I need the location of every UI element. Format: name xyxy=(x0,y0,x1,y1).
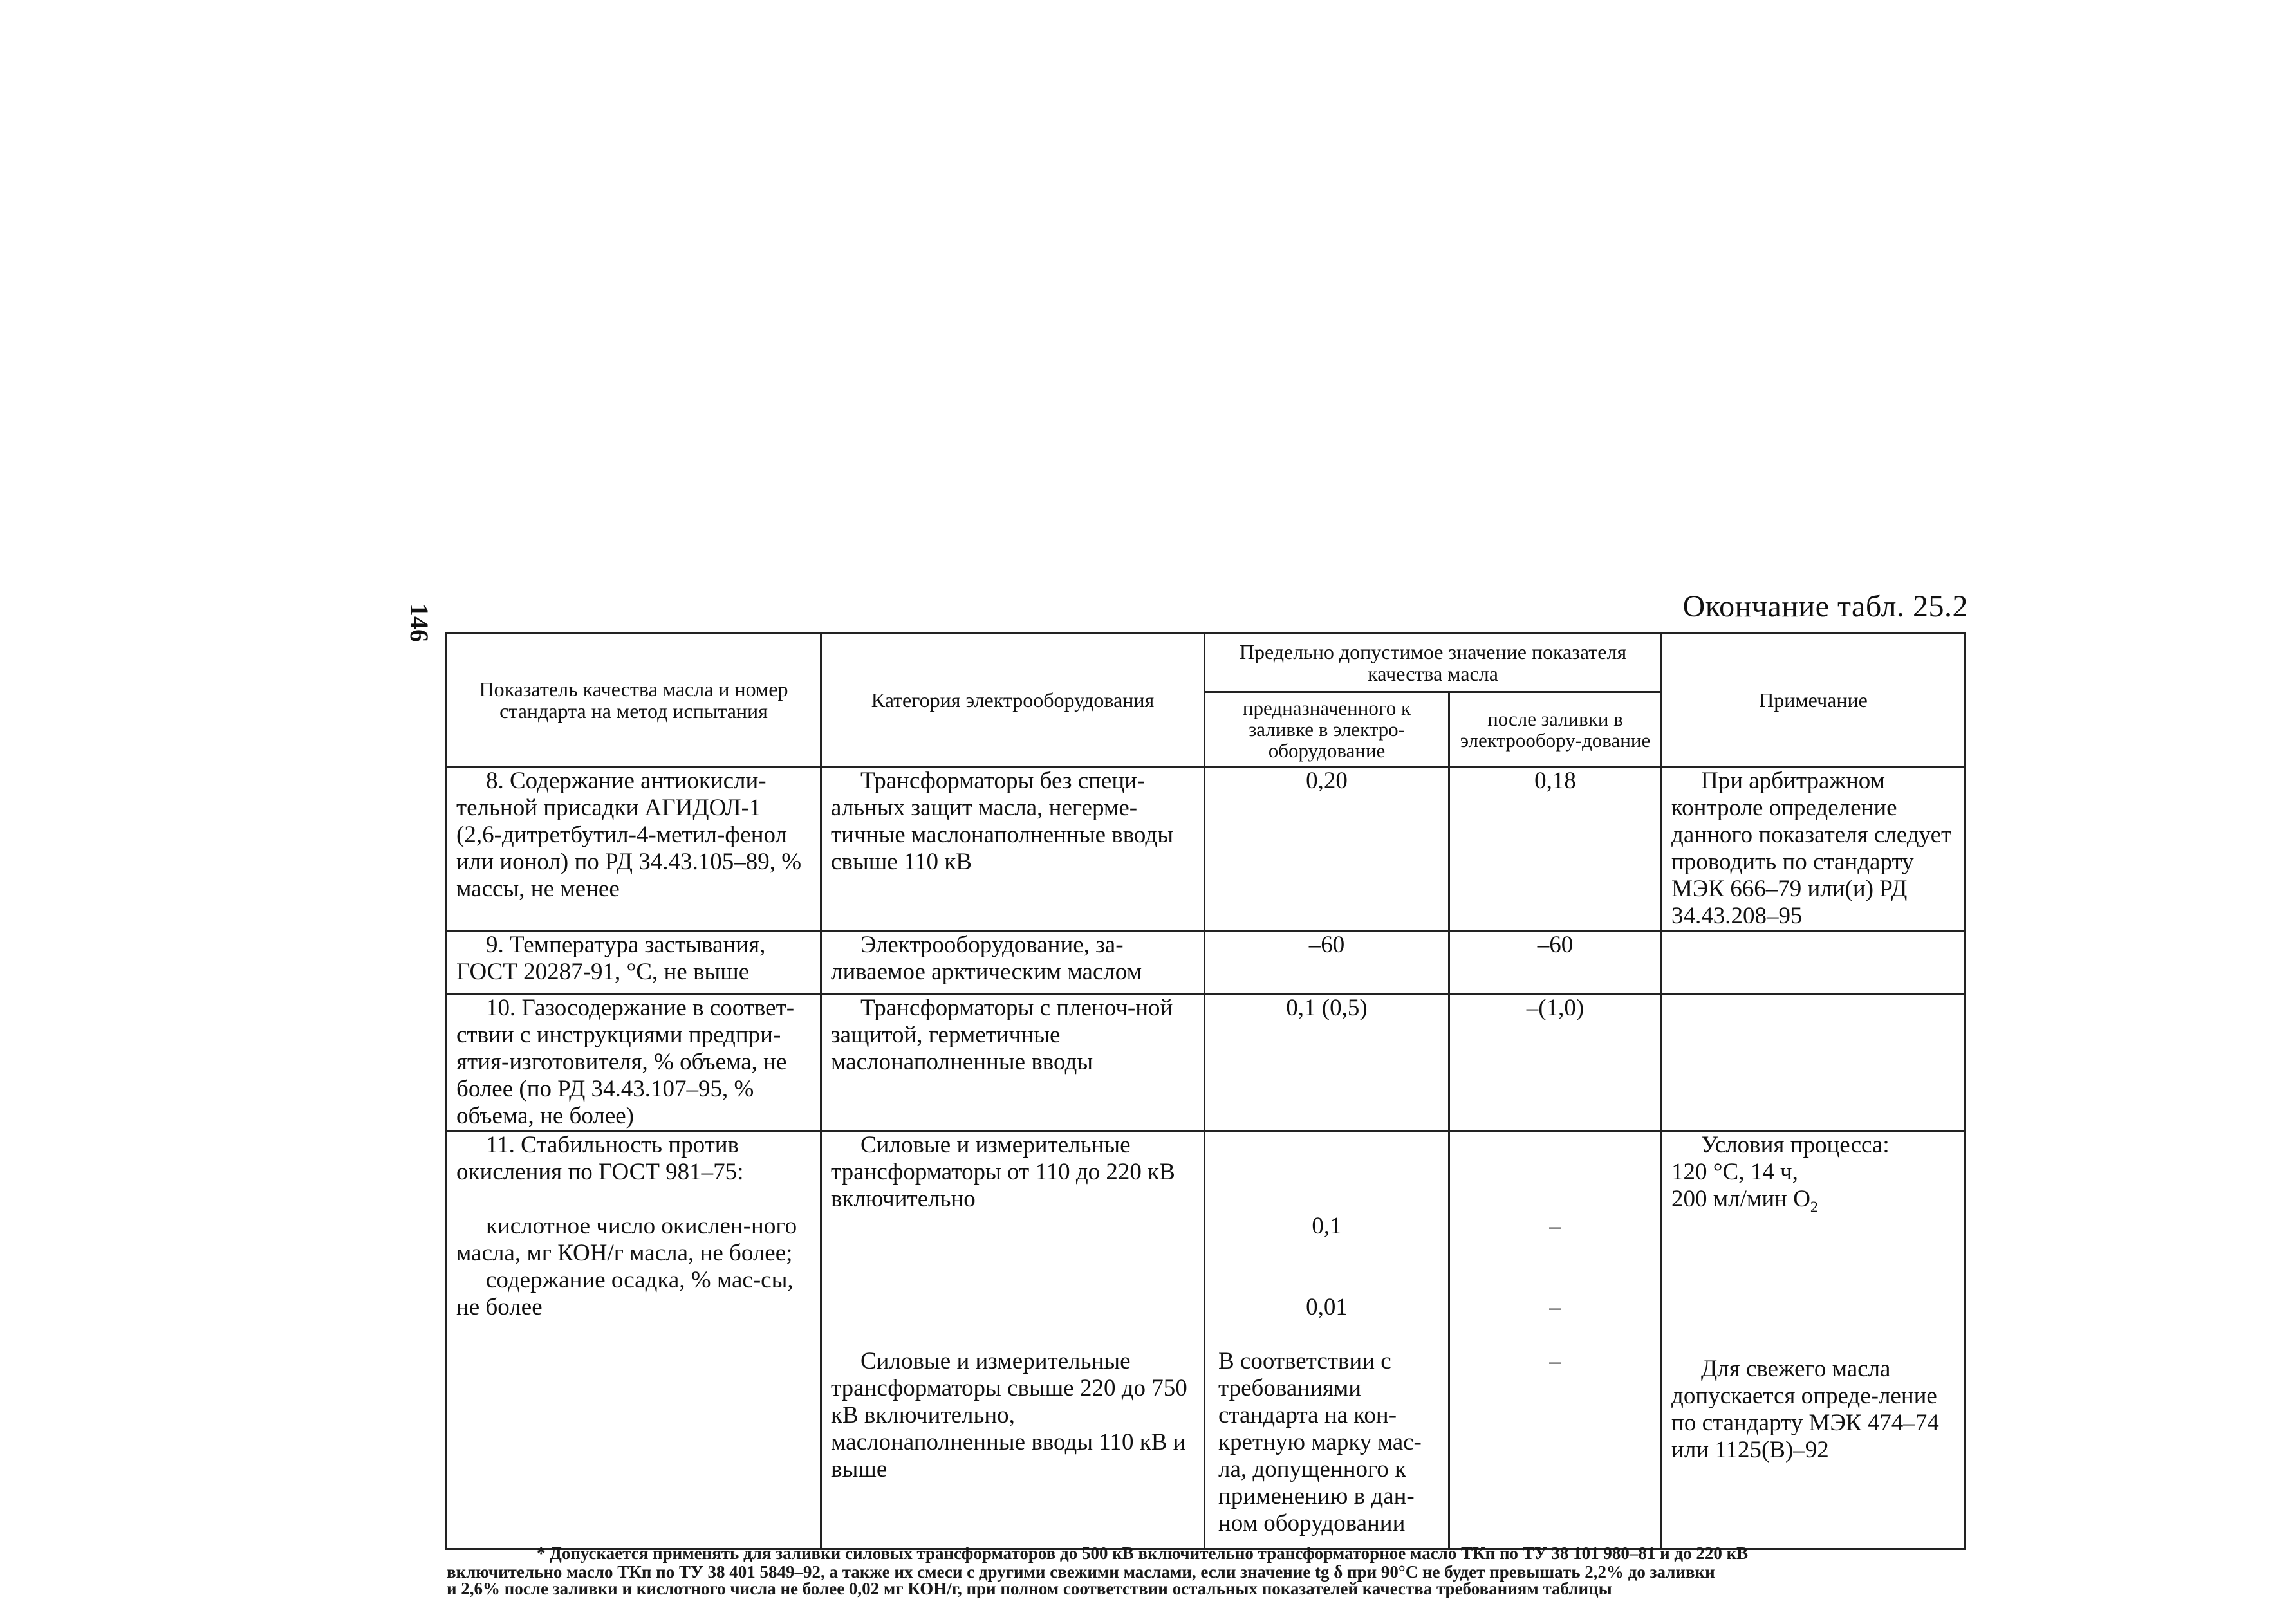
acid-number-value: 0,1 xyxy=(1312,1213,1342,1239)
header-category: Категория электрооборудования xyxy=(821,633,1205,767)
table-caption: Окончание табл. 25.2 xyxy=(1682,589,1968,623)
header-before-filling: предназначенного к заливке в электро-оборудование xyxy=(1205,692,1449,767)
table-row xyxy=(447,931,1966,994)
fresh-oil-note: Для свежего масла допускается опреде-ление по стандарту МЭК 474–74 или 1125(В)–92 xyxy=(1671,1356,1939,1464)
category-cell: Электрооборудование, за-ливаемое арктическим маслом xyxy=(821,931,1205,994)
note-cell: При арбитражном контроле определение данного показателя следует проводить по стандарту МЭК 666–79 или(и) РД 34.43.208–95 xyxy=(1662,767,1966,931)
category-cell: Трансформаторы без специ-альных защит масла, негерме-тичные маслонаполненные вводы свыше 110 кВ xyxy=(821,767,1205,931)
sediment-label: содержание осадка, % мас-сы, не более xyxy=(456,1267,794,1320)
page-number: 146 xyxy=(405,604,434,642)
note-cell: Условия процесса: 120 °С, 14 ч, 200 мл/мин $О_2$ Для свежего масла допускается опреде-ление по стандарту МЭК 474–74 или 1125(В)–92 xyxy=(1662,1131,1966,1549)
footnote: * Допускается применять для заливки силовых трансформаторов до 500 кВ включительно трансформаторное масло ТКп по ТУ 38 101 980–81 и до 220 кВ включительно масло ТКп по ТУ 38 401 5849–92, а также их смеси с другими свежими маслами, если значение tg δ при 90°С не будет превышать 2,2% до заливки и 2,6% после заливки и кислотного числа не более 0,02 мг КОН/г, при полном соответствии остальных показателей качества требованиям таблицы xyxy=(447,1544,1749,1598)
category-cell xyxy=(821,1131,1205,1549)
header-indicator: Показатель качества масла и номер стандарта на метод испытания xyxy=(447,633,821,767)
before-value: 0,20 xyxy=(1205,767,1449,931)
indicator-cell xyxy=(447,1131,821,1549)
note-cell xyxy=(1662,994,1966,1131)
after-value: – – – xyxy=(1449,1131,1662,1549)
table-row xyxy=(447,767,1966,931)
header-note: Примечание xyxy=(1662,633,1966,767)
indicator-cell: 8. Содержание антиокисли-тельной присадки АГИДОЛ-1 (2,6-дитретбутил-4-метил-фенол или ионол) по РД 34.43.105–89, % массы, не менее xyxy=(447,767,821,931)
after-value: –(1,0) xyxy=(1449,994,1662,1131)
sediment-value: 0,01 xyxy=(1306,1294,1348,1320)
stability-title: 11. Стабильность против окисления по ГОСТ 981–75: xyxy=(456,1132,744,1185)
after-value: 0,18 xyxy=(1449,767,1662,931)
header-after-filling: после заливки в электрообору-дование xyxy=(1449,692,1662,767)
note-cell xyxy=(1662,931,1966,994)
indicator-cell: 10. Газосодержание в соответ-ствии с инструкциями предпри-ятия-изготовителя, % объема, не более (по РД 34.43.107–95, % объема, не более) xyxy=(447,994,821,1131)
indicator-cell: 9. Температура застывания, ГОСТ 20287-91, °С, не выше xyxy=(447,931,821,994)
table-row xyxy=(447,994,1966,1131)
after-value: –60 xyxy=(1449,931,1662,994)
process-conditions: Условия процесса: xyxy=(1701,1132,1890,1158)
category-110-220: Силовые и измерительные трансформаторы от 110 до 220 кВ включительно xyxy=(831,1132,1175,1212)
before-value xyxy=(1205,1131,1449,1549)
acid-number-label: кислотное число окислен-ного масла, мг КОН/г масла, не более; xyxy=(456,1213,797,1266)
header-limit-group: Предельно допустимое значение показателя качества масла xyxy=(1205,633,1662,692)
category-220-750: Силовые и измерительные трансформаторы свыше 220 до 750 кВ включительно, маслонаполненные вводы 110 кВ и выше xyxy=(831,1348,1187,1482)
before-value: –60 xyxy=(1205,931,1449,994)
category-cell: Трансформаторы с пленоч-ной защитой, герметичные маслонаполненные вводы xyxy=(821,994,1205,1131)
oil-quality-table xyxy=(445,632,1966,1550)
before-value: 0,1 (0,5) xyxy=(1205,994,1449,1131)
table-row xyxy=(447,1131,1966,1549)
standard-reference: В соответствии с требованиями стандарта на кон-кретную марку мас-ла, допущенного к применению в дан-ном оборудовании xyxy=(1218,1348,1422,1536)
